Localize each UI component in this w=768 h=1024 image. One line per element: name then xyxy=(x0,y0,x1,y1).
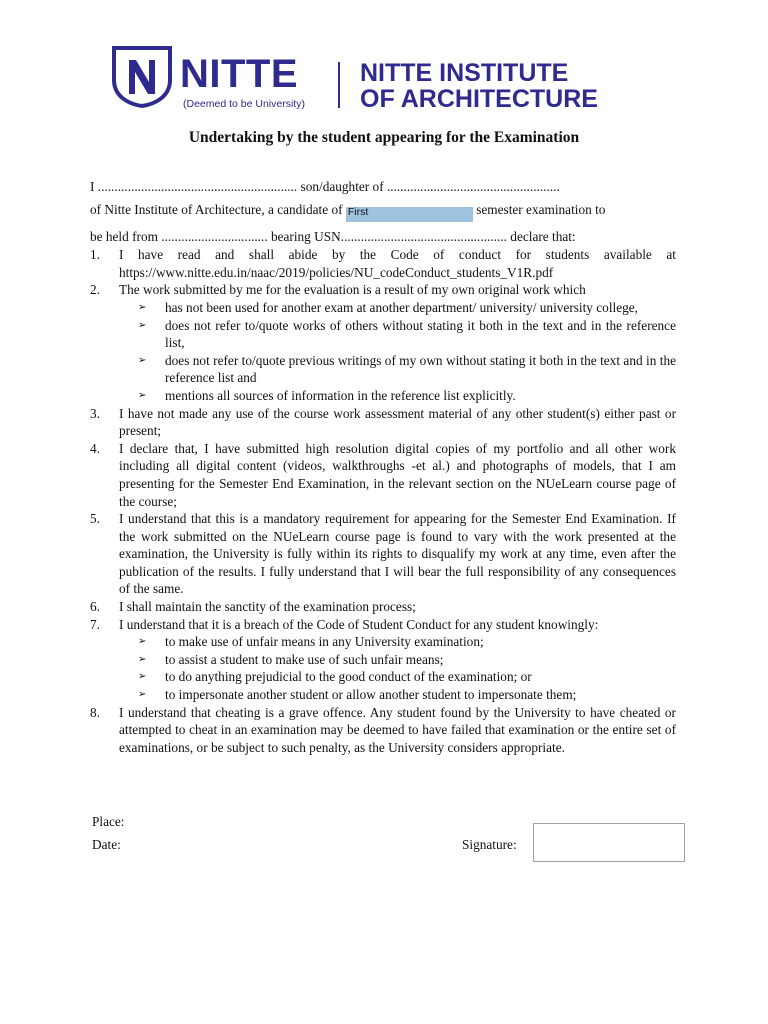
place-label: Place: xyxy=(92,814,125,829)
institute-line-1: NITTE INSTITUTE xyxy=(360,59,569,87)
item-text: The work submitted by me for the evaluation is a result of my own original work which xyxy=(119,282,586,298)
item-number: 1. xyxy=(90,247,100,263)
item-number: 4. xyxy=(90,440,100,456)
item-text: I declare that, I have submitted high resolution digital copies of my portfolio and all other work including all digital content (videos, walkthroughs -et al.) and photographs of models, that I am presenting for the Semester End Examination, in the relevant section on the NUeLearn course page of the course; xyxy=(119,440,676,509)
declaration-item-6 xyxy=(90,598,676,616)
item-text: I understand that cheating is a grave offence. Any student found by the University to have cheated or attempted to cheat in an examination may be deemed to have failed that examination or the entire set of examinations, or be subject to such penalty, as the University considers appropriate. xyxy=(119,704,676,755)
arrow-bullet-icon: ➢ xyxy=(138,671,147,683)
intro-line-3: be held from ................................ bearing USN.................................................. declare that: xyxy=(90,228,576,244)
signature-field[interactable] xyxy=(533,823,685,862)
declaration-list xyxy=(90,246,676,756)
item-number: 2. xyxy=(90,282,100,298)
sub-item-text: does not refer to/quote works of others without stating it both in the text and in the reference list, xyxy=(165,317,676,351)
item-number: 6. xyxy=(90,599,100,615)
sub-item-text: has not been used for another exam at another department/ university/ university college, xyxy=(165,299,638,315)
intro-line-2-start: of Nitte Institute of Architecture, a candidate of xyxy=(90,202,346,218)
arrow-bullet-icon: ➢ xyxy=(138,689,147,701)
arrow-bullet-icon: ➢ xyxy=(138,319,147,331)
signature-label: Signature: xyxy=(462,837,517,852)
item-7-sublist xyxy=(119,633,676,703)
item-number: 5. xyxy=(90,511,100,527)
sub-item-text: mentions all sources of information in the reference list explicitly. xyxy=(165,387,516,403)
header-divider xyxy=(338,62,340,108)
declaration-item-4 xyxy=(90,440,676,510)
undertaking-body xyxy=(90,178,676,756)
declaration-item-3 xyxy=(90,405,676,440)
sub-item xyxy=(119,668,676,686)
item-2-sublist xyxy=(119,299,676,405)
sub-item xyxy=(119,686,676,704)
intro-line-2-end: semester examination to xyxy=(472,202,606,218)
sub-item xyxy=(119,387,676,405)
item-text: I understand that it is a breach of the Code of Student Conduct for any student knowingly: xyxy=(119,616,599,632)
brand-tagline: (Deemed to be University) xyxy=(183,98,305,110)
date-label: Date: xyxy=(92,837,121,852)
nitte-logo-icon xyxy=(112,46,172,108)
arrow-bullet-icon: ➢ xyxy=(138,636,147,648)
sub-item xyxy=(119,633,676,651)
item-text: I understand that this is a mandatory requirement for appearing for the Semester End Examination. If the work submitted on the NUeLearn course page is found to vary with the work presented at the examination, the University is fully within its rights to disqualify my work at any time, even after the publication of the results. I fully understand that I will bear the full responsibility of any consequences of the same. xyxy=(119,511,676,597)
document-header xyxy=(0,0,768,120)
declaration-item-1 xyxy=(90,246,676,281)
intro-line-1: I ............................................................ son/daughter of .................................................... xyxy=(90,179,560,194)
arrow-bullet-icon: ➢ xyxy=(138,354,147,366)
sub-item-text: to assist a student to make use of such unfair means; xyxy=(165,651,444,667)
institute-name xyxy=(360,60,598,112)
sub-item xyxy=(119,352,676,387)
item-text: I have not made any use of the course work assessment material of any other student(s) either past or present; xyxy=(119,405,676,439)
declaration-item-7 xyxy=(90,616,676,704)
sub-item xyxy=(119,651,676,669)
item-text: I shall maintain the sanctity of the examination process; xyxy=(119,599,416,615)
institute-line-2: OF ARCHITECTURE xyxy=(360,85,598,113)
item-text: I have read and shall abide by the Code of conduct for students available at https://www.nitte.edu.in/naac/2019/policies/NU_codeConduct_students_V1R.pdf xyxy=(119,247,676,280)
sub-item-text: does not refer to/quote previous writings of my own without stating it both in the text and in the reference list and xyxy=(165,352,676,386)
sub-item xyxy=(119,299,676,317)
declaration-item-5 xyxy=(90,510,676,598)
declaration-item-8 xyxy=(90,704,676,757)
sub-item xyxy=(119,317,676,352)
arrow-bullet-icon: ➢ xyxy=(138,653,147,665)
brand-name: NITTE xyxy=(180,52,299,96)
sub-item-text: to make use of unfair means in any University examination; xyxy=(165,634,484,650)
item-number: 7. xyxy=(90,616,100,632)
declaration-item-2 xyxy=(90,281,676,404)
sub-item-text: to impersonate another student or allow another student to impersonate them; xyxy=(165,687,577,703)
arrow-bullet-icon: ➢ xyxy=(138,301,147,313)
semester-field[interactable]: First xyxy=(346,207,473,222)
item-number: 3. xyxy=(90,405,100,421)
arrow-bullet-icon: ➢ xyxy=(138,389,147,401)
sub-item-text: to do anything prejudicial to the good conduct of the examination; or xyxy=(165,669,532,685)
page-title: Undertaking by the student appearing for the Examination xyxy=(188,129,580,146)
intro-line-2 xyxy=(90,201,676,222)
item-number: 8. xyxy=(90,704,100,720)
